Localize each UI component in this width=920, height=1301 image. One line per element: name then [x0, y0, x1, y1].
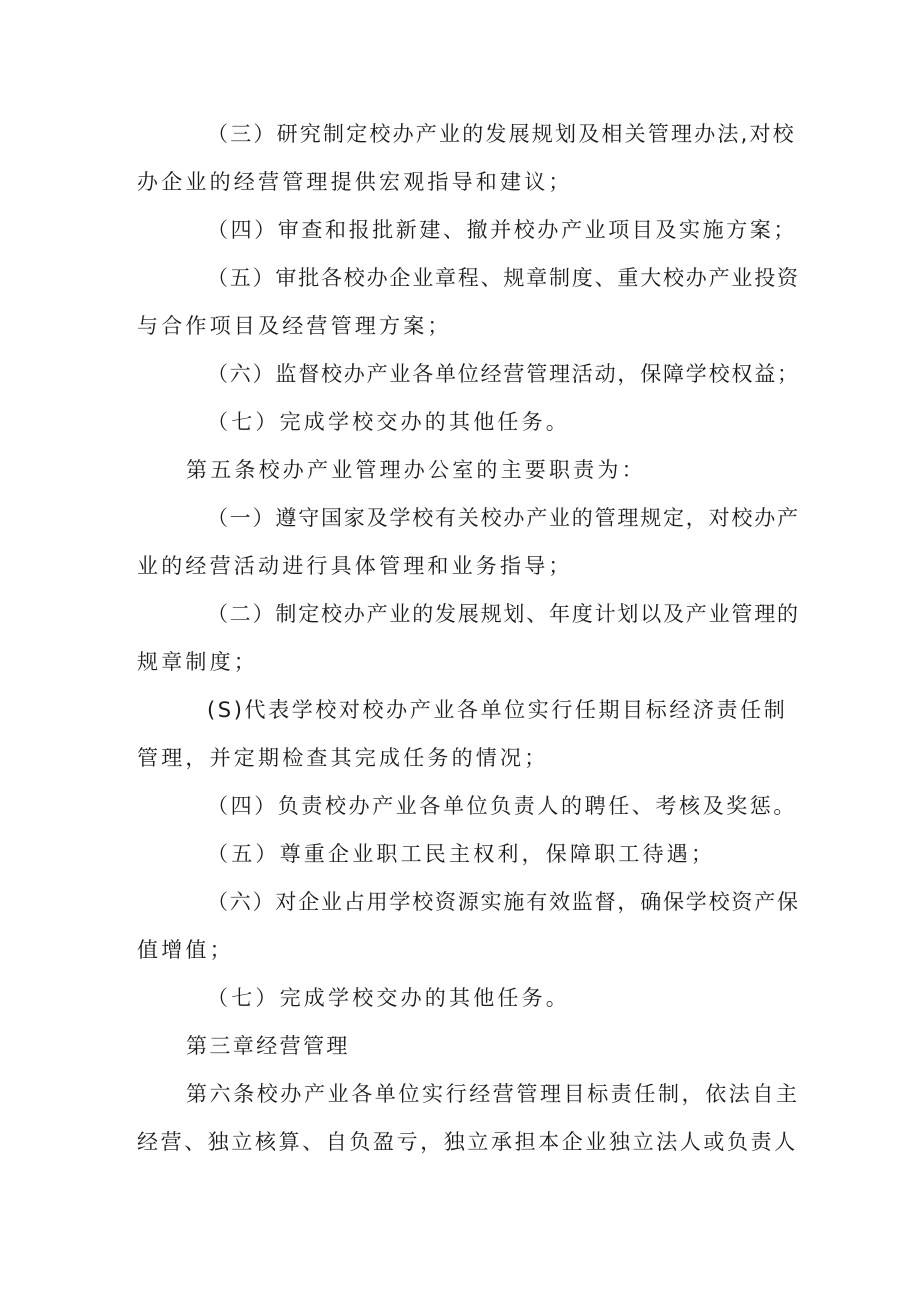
paragraph-line: 与合作项目及经营管理方案；	[137, 314, 452, 338]
paragraph-line: （四）审查和报批新建、撤并校办产业项目及实施方案；	[207, 218, 797, 242]
paragraph-line: 办企业的经营管理提供宏观指导和建议；	[137, 170, 573, 194]
paragraph-line: （二）制定校办产业的发展规划、年度计划以及产业管理的	[207, 602, 800, 626]
paragraph-line: （五）尊重企业职工民主权利，保障职工待遇；	[207, 842, 716, 866]
paragraph-line: 业的经营活动进行具体管理和业务指导；	[137, 554, 573, 578]
paragraph-line: 经营、独立核算、自负盈亏，独立承担本企业独立法人或负责人	[137, 1130, 798, 1154]
section-heading: 第五条校办产业管理办公室的主要职责为：	[186, 458, 646, 482]
paragraph-line: 第六条校办产业各单位实行经营管理目标责任制，依法自主	[186, 1082, 800, 1106]
paragraph-line: （七）完成学校交办的其他任务。	[207, 410, 570, 434]
paragraph-line: （六）监督校办产业各单位经营管理活动，保障学校权益；	[207, 362, 800, 386]
paragraph-line: （三）研究制定校办产业的发展规划及相关管理办法,对校	[207, 122, 796, 146]
paragraph-line: 管理，并定期检查其完成任务的情况；	[137, 746, 549, 770]
paragraph-line: （七）完成学校交办的其他任务。	[207, 986, 570, 1010]
paragraph-line: 值增值；	[137, 938, 234, 962]
paragraph-line: （四）负责校办产业各单位负责人的聘任、考核及奖惩。	[207, 794, 797, 818]
paragraph-line: （一）遵守国家及学校有关校办产业的管理规定，对校办产	[207, 506, 800, 530]
chapter-heading: 第三章经营管理	[186, 1034, 350, 1058]
paragraph-line: 规章制度；	[137, 650, 258, 674]
paragraph-line: （六）对企业占用学校资源实施有效监督，确保学校资产保	[207, 890, 800, 914]
paragraph-line: (S)代表学校对校办产业各单位实行任期目标经济责任制	[207, 698, 788, 722]
paragraph-line: （五）审批各校办企业章程、规章制度、重大校办产业投资	[207, 266, 800, 290]
